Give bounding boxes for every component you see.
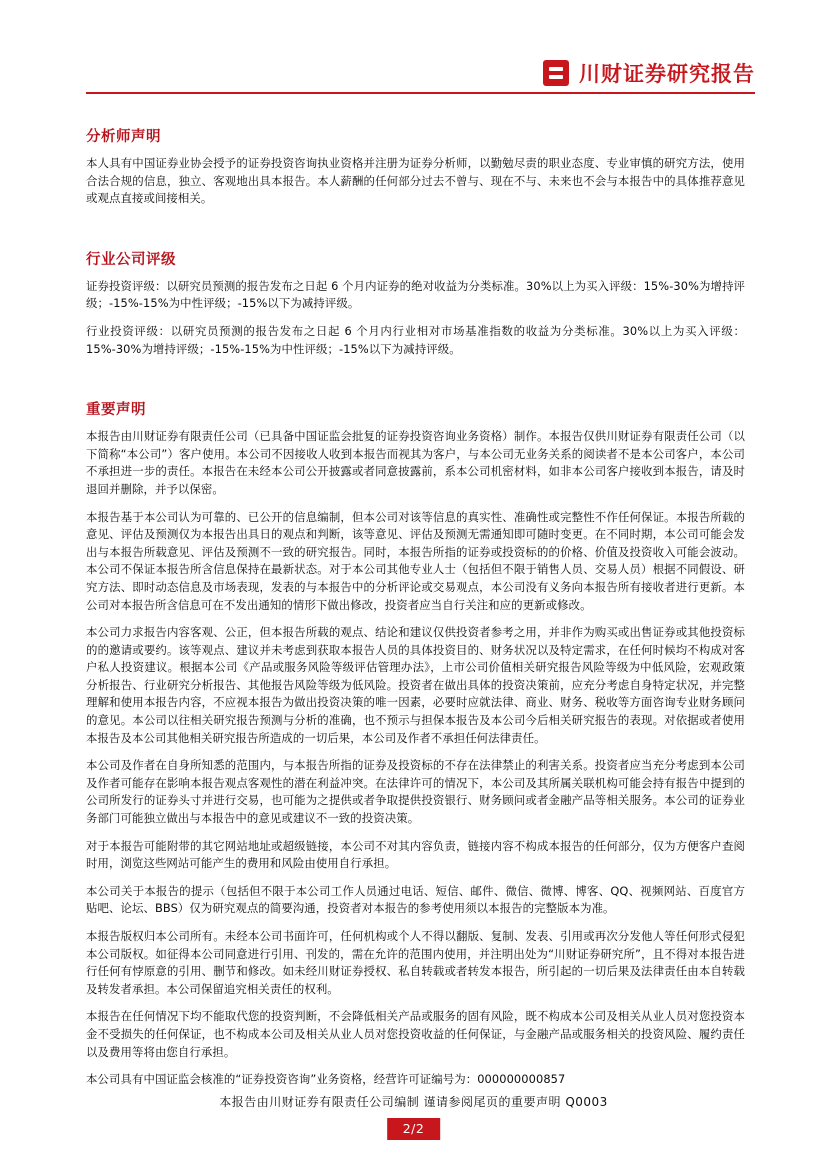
header-divider [86,92,755,94]
paragraph: 本报告版权归本公司所有。未经本公司书面许可，任何机构或个人不得以翻版、复制、发表、引用或再次分发他人等任何形式侵犯本公司版权。如征得本公司同意进行引用、刊发的，需在允许的范围内使用，并注明出处为“川财证券研究所”，且不得对本报告进行任何有悖原意的引用、删节和修改。如未经川财证券授权、私自转载或者转发本报告，所引起的一切后果及法律责任由本自转载及转发者承担。本公司保留追究相关责任的权利。 [86,929,745,996]
paragraph: 本公司及作者在自身所知悉的范围内，与本报告所指的证券及投资标的不存在法律禁止的利害关系。投资者应当充分考虑到本公司及作者可能存在影响本报告观点客观性的潜在利益冲突。在法律许可的情况下，本公司及其所属关联机构可能会持有报告中提到的公司所发行的证券头寸并进行交易，也可能为之提供或者争取提供投资银行、财务顾问或者金融产品等相关服务。本公司的证券业务部门可能独立做出与本报告中的意见或建议不一致的投资决策。 [86,758,745,826]
company-mark-icon [543,60,569,86]
footer-note: 本报告由川财证券有限责任公司编制 谨请参阅尾页的重要声明 Q0003 [219,1095,608,1109]
paragraph: 对于本报告可能附带的其它网站地址或超级链接，本公司不对其内容负责，链接内容不构成本报告的任何部分，仅为方便客户查阅时用，浏览这些网站可能产生的费用和风险由使用自行承担。 [86,838,745,871]
section-title-important-statement: 重要声明 [86,402,146,419]
paragraph: 本报告基于本公司认为可靠的、已公开的信息编制，但本公司对该等信息的真实性、准确性或完整性不作任何保证。本报告所载的意见、评估及预测仅为本报告出具日的观点和判断，该等意见、评估及预测无需通知即可随时变更。在不同时期，本公司可能会发出与本报告所载意见、评估及预测不一致的研究报告。同时，本报告所指的证券或投资标的的价格、价值及投资收入可能会波动。本公司不保证本报告所含信息保持在最新状态。对于本公司其他专业人士（包括但不限于销售人员、交易人员）根据不同假设、研究方法、即时动态信息及市场表现，发表的与本报告中的分析评论或交易观点，本公司没有义务向本报告所有接收者进行更新。本公司对本报告所含信息可在不发出通知的情形下做出修改，投资者应当自行关注和应的更新或修改。 [86,509,745,612]
section-analyst-statement [86,125,745,208]
paragraph: 本人具有中国证券业协会授予的证券投资咨询执业资格并注册为证券分析师，以勤勉尽责的职业态度、专业审慎的研究方法，使用合法合规的信息，独立、客观地出具本报告。本人薪酬的任何部分过去不曾与、现在不与、未来也不会与本报告中的具体推荐意见或观点直接或间接相关。 [86,156,745,206]
paragraph: 本公司具有中国证监会核准的“证券投资咨询”业务资格，经营许可证编号为：000000000857 [86,1072,566,1087]
section-title-industry-company-rating: 行业公司评级 [86,251,176,268]
spacer [86,234,745,248]
section-industry-company-rating [86,248,745,358]
paragraph: 本报告在任何情况下均不能取代您的投资判断，不会降低相关产品或服务的固有风险，既不构成本公司及相关从业人员对您投资本金不受损失的任何保证，也不构成本公司及相关从业人员对您投资收益的任何保证，与金融产品或服务相关的投资风险、履约责任以及费用等将由您自行承担。 [86,1009,745,1059]
paragraph: 本公司关于本报告的提示（包括但不限于本公司工作人员通过电话、短信、邮件、微信、微博、博客、QQ、视频网站、百度官方贴吧、论坛、BBS）仅为研究观点的简要沟通，投资者对本报告的参考使用须以本报告的完整版本为准。 [86,883,745,916]
report-header [543,58,755,88]
section-important-statement [86,398,745,1089]
paragraph: 本公司力求报告内容客观、公正，但本报告所载的观点、结论和建议仅供投资者参考之用，并非作为购买或出售证券或其他投资标的的邀请或要约。该等观点、建议并未考虑到获取本报告人员的具体投资目的、财务状况以及特定需求，在任何时候均不构成对客户私人投资建议。根据本公司《产品或服务风险等级评估管理办法》，上市公司价值相关研究报告风险等级为中低风险，宏观政策分析报告、行业研究分析报告、其他报告风险等级为低风险。投资者在做出具体的投资决策前，应充分考虑自身特定状况，并完整理解和使用本报告内容，不应视本报告为做出投资决策的唯一因素，必要时应就法律、商业、财务、税收等方面咨询专业财务顾问的意见。本公司以往相关研究报告预测与分析的准确，也不预示与担保本报告及本公司今后相关研究报告的表现。对依据或者使用本报告及本公司其他相关研究报告所造成的一切后果，本公司及作者不承担任何法律责任。 [86,625,745,745]
paragraph: 本报告由川财证券有限责任公司（已具备中国证监会批复的证券投资咨询业务资格）制作。本报告仅供川财证券有限责任公司（以下简称“本公司”）客户使用。本公司不因接收人收到本报告而视其为客户，与本公司无业务关系的阅读者不是本公司客户，本公司不承担进一步的责任。本报告在未经本公司公开披露或者同意披露前，系本公司机密材料，如非本公司客户接收到本报告，请及时退回并删除，并予以保密。 [86,429,745,496]
page-number-badge: 2/2 [387,1118,441,1140]
spacer [86,384,745,398]
paragraph: 行业投资评级：以研究员预测的报告发布之日起 6 个月内行业相对市场基准指数的收益为分类标准。30%以上为买入评级：15%-30%为增持评级；-15%-15%为中性评级；-15%以下为减持评级。 [86,323,745,356]
paragraph: 证券投资评级：以研究员预测的报告发布之日起 6 个月内证券的绝对收益为分类标准。30%以上为买入评级：15%-30%为增持评级；-15%-15%为中性评级；-15%以下为减持评级。 [86,278,745,311]
section-title-analyst-statement: 分析师声明 [86,129,161,145]
report-content [86,125,745,1115]
header-title: 川财证券研究报告 [579,62,755,86]
